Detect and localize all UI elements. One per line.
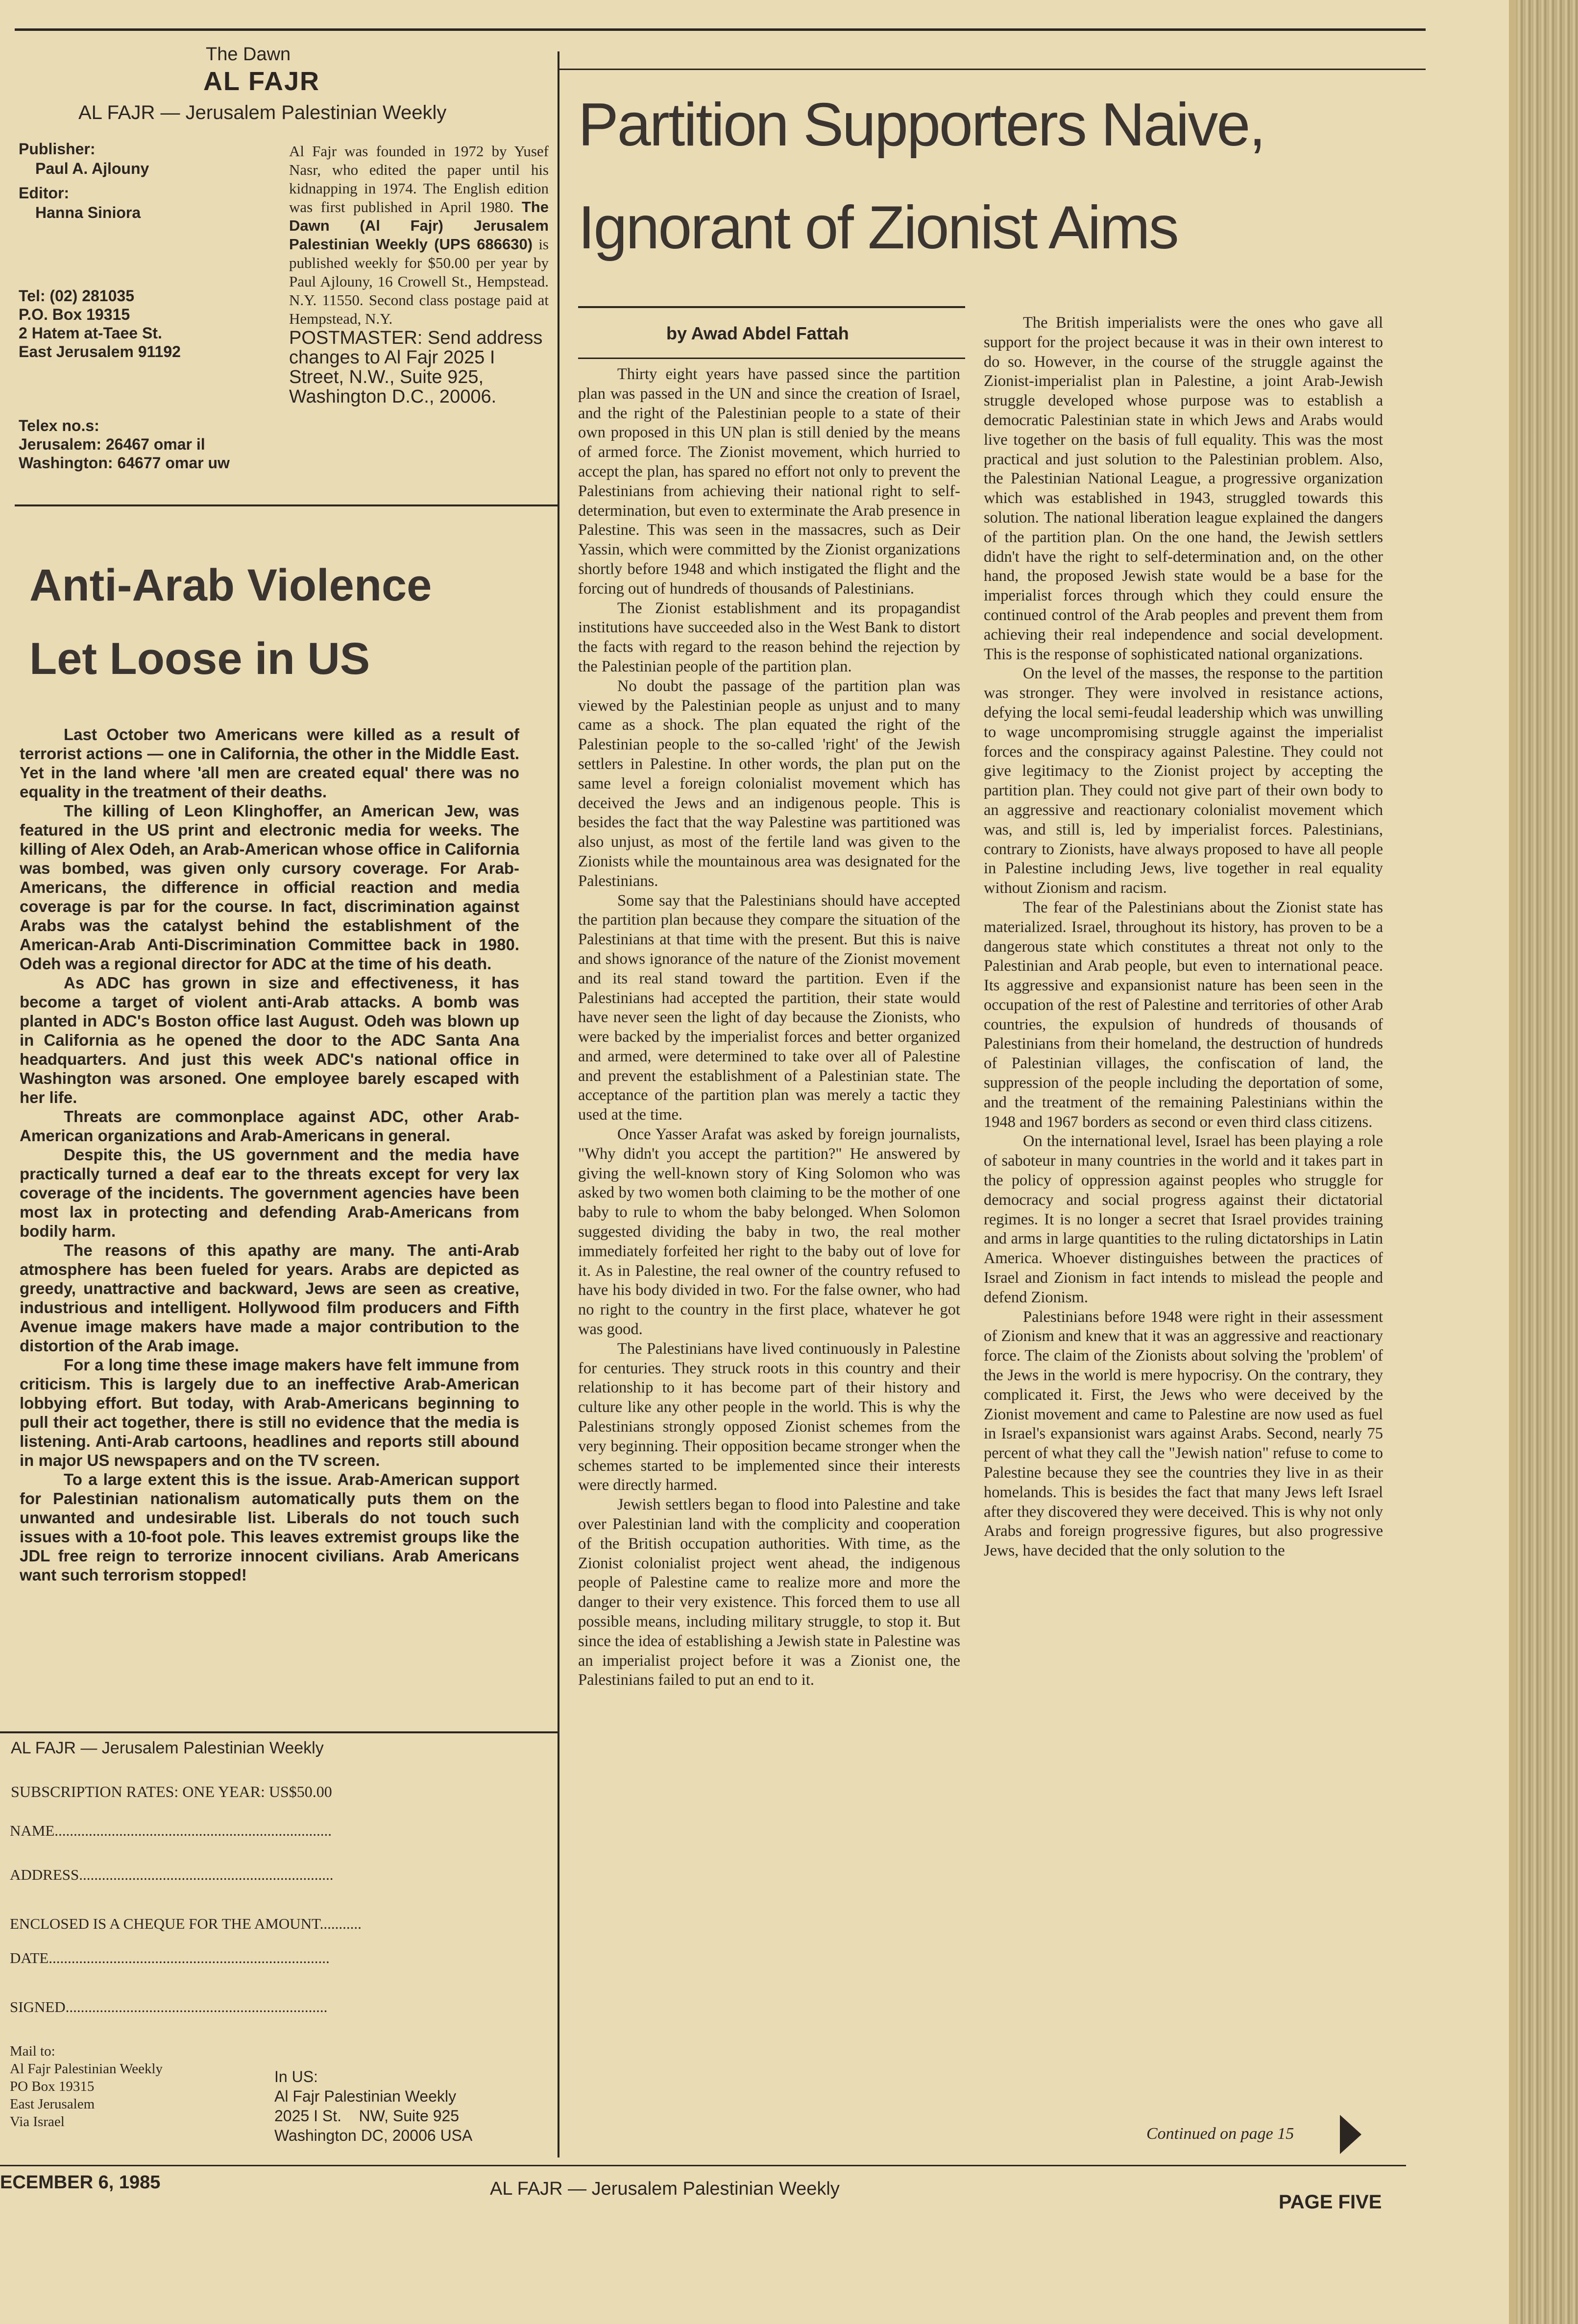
main-article-column-2 <box>578 365 960 1690</box>
left-headline-line-2: Let Loose in US <box>29 634 370 684</box>
about-paper <box>289 142 549 407</box>
article-paragraph: On the level of the masses, the response to the partition was stronger. They were involved in resistance actions, defying the local semi-feudal leadership which was unwilling to wage uncompromising struggle against the imperialist forces and the conspiracy against Palestine. They could not give legitimacy to the Zionist project by accepting the partition plan. They could not give part of their own body to an aggressive and reactionary colonialist movement which was, and still is, led by imperialist forces. Palestinians, contrary to Zionists, have always proposed to have all people in Palestine including Jews, live together in real equality without Zionism and racism. <box>984 665 1383 897</box>
masthead-bottom-rule <box>15 504 558 506</box>
byline: by Awad Abdel Fattah <box>666 323 849 343</box>
article-paragraph: The Zionist establishment and its propagandist institutions have succeeded also in the West Bank to distort the facts with regard to the reason behind the rejection by the Palestinian people of the partition plan. <box>578 599 960 675</box>
continued-arrow-icon <box>1340 2115 1361 2154</box>
telex-info: Telex no.s: Jerusalem: 26467 omar il Washington: 64677 omar uw <box>19 417 230 472</box>
article-paragraph: Some say that the Palestinians should have accepted the partition plan because they compare the situation of the Palestinians at that time with the present. But this is naive and shows ignorance of the nature of the Zionist movement and its real stand toward the partition. Even if the Palestinians had accepted the partition, their state would have never seen the light of day because the Zionists, who were backed by the imperialist forces and better organized and armed, were determined to take over all of Palestine and prevent the establishment of a Palestinian state. The acceptance of the partition plan was merely a tactic they used at the time. <box>578 891 960 1124</box>
publisher-label: Publisher: <box>19 140 96 158</box>
footer-date: ECEMBER 6, 1985 <box>0 2172 161 2193</box>
article-paragraph: The British imperialists were the ones who gave all support for the project because it was in their own interest to do so. However, in the course of the struggle against the Zionist-imperialist plan in Palestine, a joint Arab-Jewish struggle developed whose purpose was to establish a democratic Palestinian state in which Jews and Arabs would live together on the basis of full equality. This was the most practical and just solution to the Palestinian problem. Also, the Palestinian National League, a progressive organization which was established in 1943, struggled towards this solution. The national liberation league explained the dangers of the partition plan. On the one hand, the Jewish settlers didn't have the right to self-determination and, on the other hand, the proposed Jewish state would be a base for the imperialist forces through which they could ensure the continued control of the Arab peoples and prevent them from achieving their real independence and social development. This is the response of sophisticated national organizations. <box>984 314 1383 663</box>
article-paragraph: Jewish settlers began to flood into Palestine and take over Palestinian land with the complicity and cooperation of the British occupation authorities. With time, as the Zionist colonialist project went ahead, the indigenous people of Palestine came to realize more and more the danger to their very existence. This forced them to use all possible means, including military struggle, to stop it. But since the idea of establishing a Jewish state in Palestine was an imperialist project before it was a Zionist one, the Palestinians failed to put an end to it. <box>578 1496 960 1689</box>
book-binding <box>1516 0 1578 2324</box>
us-address: In US: Al Fajr Palestinian Weekly 2025 I St. NW, Suite 925 Washington DC, 20006 USA <box>274 2068 473 2144</box>
left-paragraph: For a long time these image makers have felt immune from criticism. This is largely due to an ineffective Arab-American lobbying effort. But today, with Arab-Americans beginning to pull their act together, there is still no evidence that the media is listening. Anti-Arab cartoons, headlines and reports still abound in major US newspapers and on the TV screen. <box>20 1356 519 1469</box>
left-paragraph: As ADC has grown in size and effectiveness, it has become a target of violent anti-Arab attacks. A bomb was planted in ADC's Boston office last August. Odeh was blown up in California as he opened the door to the ADC Santa Ana headquarters. And just this week ADC's national office in Washington was arsoned. One employee barely escaped with her life. <box>20 974 519 1106</box>
top-rule-thin <box>558 69 1426 70</box>
byline-top-rule <box>578 306 965 308</box>
left-article-body <box>20 725 519 1584</box>
article-paragraph: On the international level, Israel has been playing a role of saboteur in many countries in the world and it takes part in the policy of oppression against peoples who struggle for democracy and social progress against their dictatorial regimes. It is no longer a secret that Israel provides training and arms in large quantities to the ruling dictatorships in Latin America. Whoever distinguishes between the practices of Israel and Zionism in fact intends to mislead the people and defend Zionism. <box>984 1132 1383 1306</box>
masthead-subtitle: AL FAJR — Jerusalem Palestinian Weekly <box>78 102 447 123</box>
left-paragraph: Threats are commonplace against ADC, other Arab-American organizations and Arab-Americans in general. <box>20 1107 519 1145</box>
address-field-line: ADDRESS................................................................... <box>10 1866 334 1883</box>
contact-info: Tel: (02) 281035 P.O. Box 19315 2 Hatem at-Taee St. East Jerusalem 91192 <box>19 287 181 360</box>
mail-to-address: Mail to: Al Fajr Palestinian Weekly PO Box 19315 East Jerusalem Via Israel <box>10 2043 163 2130</box>
left-paragraph: Last October two Americans were killed as a result of terrorist actions — one in California, the other in the Middle East. Yet in the land where 'all men are created equal' there was no equality in the treatment of their deaths. <box>20 725 519 801</box>
footer-page-number: PAGE FIVE <box>1279 2191 1382 2213</box>
cheque-field-line: ENCLOSED IS A CHEQUE FOR THE AMOUNT........... <box>10 1915 362 1932</box>
subscription-rates: SUBSCRIPTION RATES: ONE YEAR: US$50.00 <box>11 1783 332 1800</box>
article-paragraph: No doubt the passage of the partition plan was viewed by the Palestinian people as unjust and to many came as a shock. The plan equated the right of the Palestinian people to the so-called 'right' of the Jewish settlers in Palestine. In other words, the plan put on the same level a foreign colonialist movement which has deceived the Jews and an indigenous people. This is besides the fact that the way Palestine was partitioned was also unjust, as most of the fertile land was given to the Zionists while the mountainous area was designated for the Palestinians. <box>578 677 960 890</box>
main-headline-line-2: Ignorant of Zionist Aims <box>578 194 1178 262</box>
subscription-top-rule <box>0 1731 558 1733</box>
left-paragraph: Despite this, the US government and the media have practically turned a deaf ear to the threats except for very lax coverage of the incidents. The government agencies have been most lax in protecting and defending Arab-Americans from bodily harm. <box>20 1146 519 1240</box>
left-paragraph: The killing of Leon Klinghoffer, an American Jew, was featured in the US print and electronic media for weeks. The killing of Alex Odeh, an Arab-American whose office in California was bombed, was given only cursory coverage. For Arab-Americans, the difference in official reaction and media coverage is par for the course. In fact, discrimination against Arabs was the catalyst behind the establishment of the American-Arab Anti-Discrimination Committee back in 1980. Odeh was a regional director for ADC at the time of his death. <box>20 802 519 973</box>
subscription-heading: AL FAJR — Jerusalem Palestinian Weekly <box>11 1739 324 1757</box>
footer-paper-name: AL FAJR — Jerusalem Palestinian Weekly <box>490 2179 840 2199</box>
article-paragraph: The fear of the Palestinians about the Zionist state has materialized. Israel, throughout its history, has proven to be a dangerous state which constitutes a threat not only to the Palestinian and Arab people, but even to international peace. Its aggressive and expansionist nature has been seen in the occupation of the rest of Palestine and territories of other Arab countries, the expulsion of hundreds of thousands of Palestinians from their homeland, the destruction of hundreds of Palestinian villages, the confiscation of land, the suppression of the people including the deportation of some, and the treatment of the remaining Palestinians within the 1948 and 1967 borders as second or even third class citizens. <box>984 898 1383 1131</box>
main-headline-line-1: Partition Supporters Naive, <box>578 91 1264 159</box>
article-paragraph: The Palestinians have lived continuously in Palestine for centuries. They struck roots in this country and their relationship to it has become part of their history and culture like any other people in the world. This is why the Palestinians strongly opposed Zionist schemes from the very beginning. Their opposition became stronger when the schemes started to be implemented since their interests were directly harmed. <box>578 1340 960 1494</box>
masthead-the-dawn: The Dawn <box>206 44 291 65</box>
about-text-bold: The Dawn (Al Fajr) Jerusalem Palestinian Weekly (UPS 686630) <box>289 198 549 253</box>
left-headline-line-1: Anti-Arab Violence <box>29 560 432 610</box>
name-field-line: NAME......................................................................... <box>10 1822 332 1839</box>
article-paragraph: Palestinians before 1948 were right in their assessment of Zionism and knew that it was an aggressive and reactionary force. The claim of the Zionists about solving the 'problem' of the Jews in the world is mere hypocrisy. On the contrary, they complicated it. First, the Jews who were deceived by the Zionist movement and came to Palestine are now used as fuel in Israel's expansionist wars against Arabs. Second, nearly 75 percent of what they call the "Jewish nation" refuse to come to Palestine because they see the countries they live in as their homelands. This is besides the fact that many Jews left Israel after they discovered they were deceived. This is why not only Arabs and foreign progressive figures, but also progressive Jews, have decided that the only solution to the <box>984 1308 1383 1560</box>
signed-field-line: SIGNED..................................................................... <box>10 1998 328 2015</box>
article-paragraph: Thirty eight years have passed since the partition plan was passed in the UN and since the creation of Israel, and the right of the Palestinian people to a state of their own proposed in this UN plan is still denied by the means of armed force. The Zionist movement, which hurried to accept the plan, has spared no effort not only to prevent the Palestinians from achieving their national right to self-determination, but even to exterminate the Arab presence in Palestine. This was seen in the massacres, such as Deir Yassin, which were committed by the Zionist organizations shortly before 1948 and which instigated the flight and the forcing out of hundreds of thousands of Palestinians. <box>578 365 960 598</box>
left-paragraph: The reasons of this apathy are many. The anti-Arab atmosphere has been fueled for years. Arabs are depicted as greedy, unattractive and backward, Jews are seen as creative, industrious and intelligent. Hollywood film producers and Fifth Avenue image makers have made a major contribution to the distortion of the Arab image. <box>20 1241 519 1355</box>
about-text-a: Al Fajr was founded in 1972 by Yusef Nasr, who edited the paper until his kidnapping in 1974. The English edition was first published in April 1980. <box>289 143 549 216</box>
main-headline <box>578 73 1509 279</box>
about-text-b: is published weekly for $50.00 per year by Paul Ajlouny, 16 Crowell St., Hempstead. N.Y. 11550. Second class postage paid at Hempstead, N.Y. <box>289 236 549 327</box>
byline-bottom-rule <box>578 358 965 359</box>
left-article-headline <box>29 549 529 695</box>
footer-rule <box>0 2165 1406 2166</box>
editor-label: Editor: <box>19 184 70 202</box>
postmaster-notice: POSTMASTER: Send address changes to Al Fajr 2025 I Street, N.W., Suite 925, Washington D.C., 20006. <box>289 328 543 407</box>
masthead-title: AL FAJR <box>203 67 320 96</box>
top-rule <box>15 28 1426 31</box>
date-field-line: DATE.......................................................................... <box>10 1949 330 1966</box>
editor-name: Hanna Siniora <box>35 204 141 221</box>
column-divider-left <box>558 51 559 2157</box>
article-paragraph: Once Yasser Arafat was asked by foreign journalists, "Why didn't you accept the partition?" He answered by giving the well-known story of King Solomon who was asked by two women both claiming to be the mother of one baby to rule to whom the baby belonged. When Solomon suggested dividing the baby in two, the real mother immediately forfeited her right to the baby out of love for it. As in Palestine, the real owner of the country refused to have his body divided in two. For the false owner, who had no right to the country in the first place, whatever he got was good. <box>578 1126 960 1339</box>
continued-notice: Continued on page 15 <box>1146 2125 1294 2143</box>
main-article-column-3 <box>984 313 1383 1561</box>
publisher-name: Paul A. Ajlouny <box>35 160 149 177</box>
left-paragraph: To a large extent this is the issue. Arab-American support for Palestinian nationalism automatically puts them on the unwanted and undesirable list. Liberals do not touch such issues with a 10-foot pole. This leaves extremist groups like the JDL free reign to terrorize innocent civilians. Arab Americans want such terrorism stopped! <box>20 1470 519 1584</box>
